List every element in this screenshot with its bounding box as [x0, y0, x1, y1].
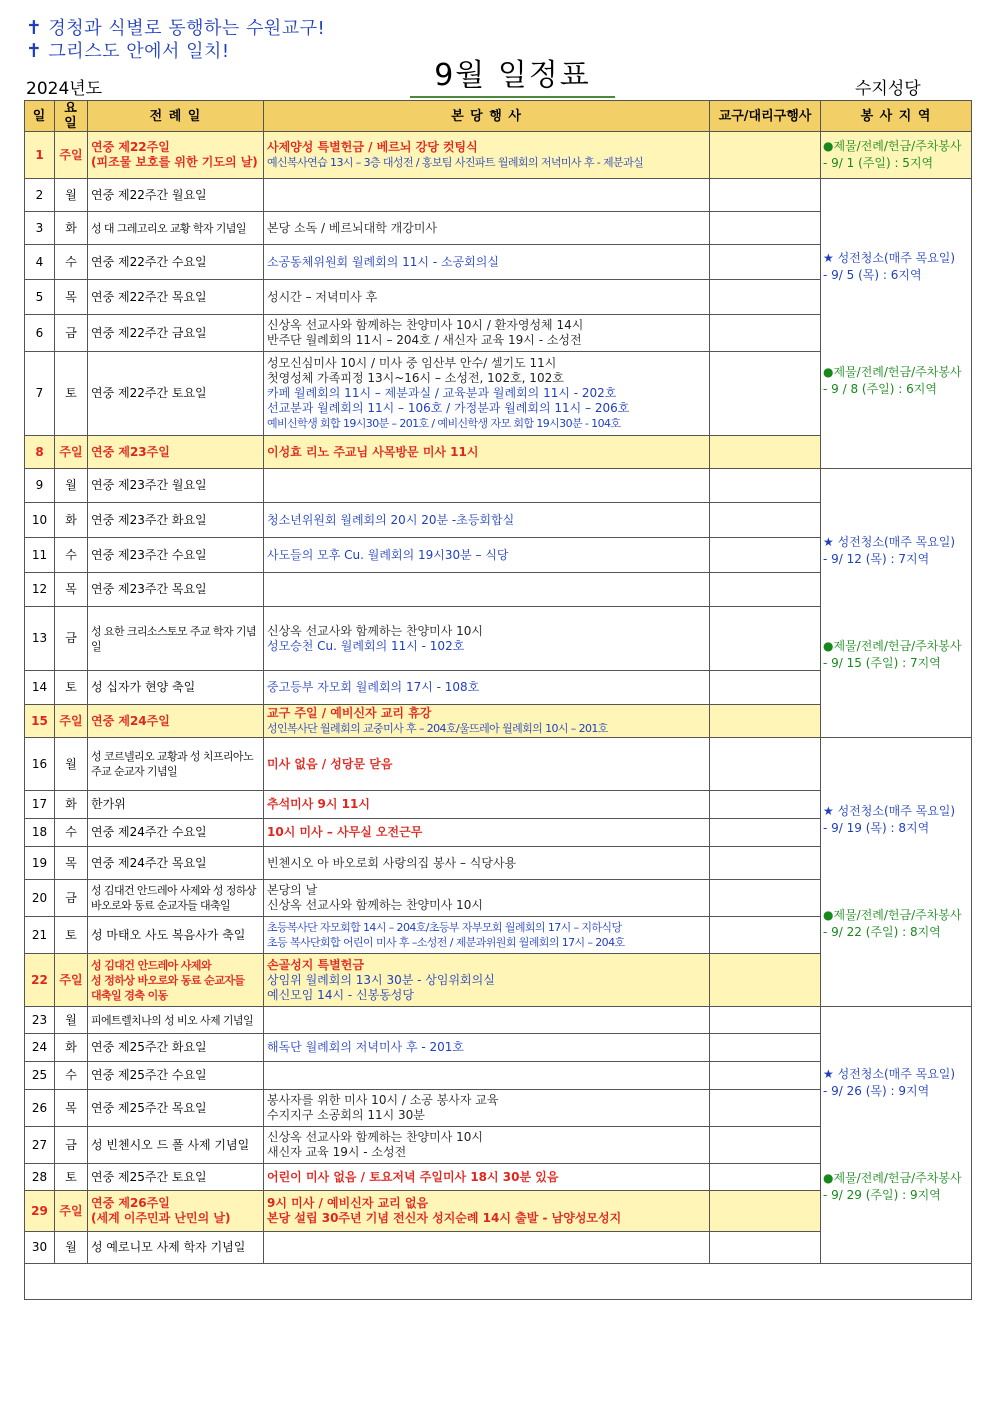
- event-text: 성모승천 Cu. 월례회의 11시 - 102호: [267, 638, 465, 653]
- liturgy-cell: [88, 280, 264, 315]
- offering-duty-label: ●제물/전례/헌금/주차봉사: [823, 908, 962, 922]
- event-text: 신상옥 선교사와 함께하는 찬양미사 10시: [267, 898, 484, 912]
- event-text: 봉사자를 위한 미사 10시 / 소공 봉사자 교육: [267, 1093, 499, 1107]
- liturgy-cell: [88, 436, 264, 469]
- liturgy-cell: [88, 179, 264, 212]
- spacer: [823, 1100, 968, 1170]
- liturgy-text: 연중 제24주간 목요일: [91, 855, 207, 870]
- empty-cell: [25, 1264, 972, 1300]
- diocese-cell: [710, 671, 821, 705]
- day-number: 2: [25, 179, 55, 212]
- liturgy-text: 성 김대건 안드레아 사제와 성 정하상: [91, 884, 256, 897]
- event-text: 성모신심미사 10시 / 미사 중 임산부 안수/ 셀기도 11시: [267, 356, 557, 370]
- cross-icon: ✝: [26, 17, 43, 39]
- event-text: 어린이 미사 없음 / 토요저녁 주일미사 18시 30분 있음: [267, 1169, 559, 1184]
- volunteer-area-cell: [821, 132, 972, 179]
- events-cell: [264, 212, 710, 245]
- events-cell: [264, 245, 710, 280]
- liturgy-cell: [88, 538, 264, 573]
- schedule-table: [24, 100, 972, 1300]
- weekday: 토: [55, 917, 88, 954]
- liturgy-text: 성 마태오 사도 복음사가 축일: [91, 927, 246, 942]
- weekday: 월: [55, 1232, 88, 1264]
- liturgy-cell: [88, 607, 264, 671]
- events-cell: [264, 315, 710, 352]
- table-row: [25, 738, 972, 791]
- events-cell: [264, 538, 710, 573]
- weekday: 주일: [55, 954, 88, 1007]
- offering-duty-label: ●제물/전례/헌금/주차봉사: [823, 364, 962, 379]
- liturgy-cell: [88, 573, 264, 607]
- liturgy-cell: [88, 1090, 264, 1127]
- liturgy-text: 한가위: [91, 797, 126, 811]
- day-number: 25: [25, 1062, 55, 1090]
- event-text: 이성효 리노 주교님 사목방문 미사 11시: [267, 444, 479, 459]
- day-number: 4: [25, 245, 55, 280]
- liturgy-text: 성 십자가 현양 축일: [91, 680, 196, 694]
- liturgy-text: 성 코르넬리오 교황과 성 치프리아노: [91, 750, 253, 763]
- day-number: 21: [25, 917, 55, 954]
- liturgy-cell: [88, 352, 264, 436]
- liturgy-cell: [88, 671, 264, 705]
- diocese-cell: [710, 880, 821, 917]
- empty-row: [25, 1264, 972, 1300]
- diocese-cell: [710, 1007, 821, 1034]
- day-number: 15: [25, 705, 55, 738]
- diocese-cell: [710, 1034, 821, 1062]
- events-cell: [264, 671, 710, 705]
- events-cell: [264, 1191, 710, 1232]
- cleaning-duty-label: ★ 성전청소(매주 목요일): [823, 250, 956, 265]
- diocese-cell: [710, 1164, 821, 1191]
- events-cell: [264, 607, 710, 671]
- day-number: 27: [25, 1127, 55, 1164]
- day-number: 26: [25, 1090, 55, 1127]
- header-day: 일: [25, 101, 55, 132]
- day-number: 18: [25, 819, 55, 847]
- offering-duty-label: ●제물/전례/헌금/주차봉사: [823, 1171, 962, 1185]
- diocese-cell: [710, 1127, 821, 1164]
- event-text: 반주단 월례회의 11시 – 204호 / 새신자 교육 19시 - 소성전: [267, 333, 582, 347]
- weekday: 화: [55, 503, 88, 538]
- liturgy-text: 주교 순교자 기념일: [91, 765, 178, 778]
- weekday: 주일: [55, 1191, 88, 1232]
- page-title: 9월 일정표: [410, 56, 615, 98]
- weekday: 목: [55, 573, 88, 607]
- event-text: 추석미사 9시 11시: [267, 797, 370, 811]
- cross-icon: ✝: [26, 40, 43, 62]
- liturgy-text: 연중 제23주간 목요일: [91, 582, 207, 596]
- day-number: 14: [25, 671, 55, 705]
- diocese-cell: [710, 352, 821, 436]
- weekday: 토: [55, 1164, 88, 1191]
- liturgy-text: (세계 이주민과 난민의 날): [91, 1211, 231, 1225]
- header-liturgy: 전 례 일: [88, 101, 264, 132]
- liturgy-text: 연중 제23주일: [91, 444, 170, 459]
- events-cell: [264, 1034, 710, 1062]
- liturgy-text: 성 대 그레고리오 교황 학자 기념일: [91, 221, 246, 235]
- day-number: 16: [25, 738, 55, 791]
- weekday: 수: [55, 1062, 88, 1090]
- volunteer-area-cell: [821, 179, 972, 469]
- diocese-cell: [710, 1090, 821, 1127]
- liturgy-text: 피에트렐치나의 성 비오 사제 기념일: [91, 1013, 253, 1027]
- liturgy-text: 연중 제22주일: [91, 140, 170, 154]
- event-text: 9시 미사 / 예비신자 교리 없음: [267, 1196, 429, 1210]
- diocese-cell: [710, 245, 821, 280]
- volunteer-area-cell: [821, 738, 972, 1007]
- events-cell: [264, 1127, 710, 1164]
- day-number: 3: [25, 212, 55, 245]
- liturgy-text: 연중 제26주일: [91, 1196, 170, 1210]
- events-cell: [264, 436, 710, 469]
- liturgy-cell: [88, 954, 264, 1007]
- weekday: 목: [55, 847, 88, 880]
- liturgy-cell: [88, 245, 264, 280]
- event-text: 빈첸시오 아 바오로회 사랑의집 봉사 – 식당사용: [267, 855, 517, 870]
- events-cell: [264, 705, 710, 738]
- liturgy-text: 연중 제23주간 월요일: [91, 478, 207, 492]
- event-text: 예신모임 14시 - 신봉동성당: [267, 987, 414, 1002]
- offering-duty-date: - 9/ 15 (주일) : 7지역: [823, 656, 941, 670]
- diocese-cell: [710, 503, 821, 538]
- event-text: 예신복사연습 13시 – 3층 대성전 / 홍보팀 사진파트 월례회의 저녁미사 후 - 제분과실: [267, 156, 644, 169]
- liturgy-cell: [88, 1127, 264, 1164]
- event-text: 초등복사단 자모회합 14시 – 204호/초등부 자부모회 월례회의 17시 – 지하식당: [267, 921, 622, 934]
- day-number: 13: [25, 607, 55, 671]
- liturgy-cell: [88, 1191, 264, 1232]
- weekday: 수: [55, 245, 88, 280]
- diocese-cell: [710, 705, 821, 738]
- diocese-cell: [710, 738, 821, 791]
- liturgy-text: 연중 제25주간 수요일: [91, 1068, 207, 1082]
- diocese-cell: [710, 819, 821, 847]
- day-number: 28: [25, 1164, 55, 1191]
- offering-duty-label: ●제물/전례/헌금/주차봉사: [823, 139, 962, 153]
- events-cell: [264, 469, 710, 503]
- weekday: 월: [55, 738, 88, 791]
- diocese-cell: [710, 469, 821, 503]
- diocese-cell: [710, 1062, 821, 1090]
- events-cell: [264, 1062, 710, 1090]
- liturgy-cell: [88, 132, 264, 179]
- liturgy-cell: [88, 315, 264, 352]
- spacer: [823, 837, 968, 907]
- day-number: 20: [25, 880, 55, 917]
- day-number: 12: [25, 573, 55, 607]
- table-row: [25, 1007, 972, 1034]
- events-cell: [264, 1232, 710, 1264]
- events-cell: [264, 847, 710, 880]
- liturgy-text: 연중 제25주간 화요일: [91, 1040, 207, 1054]
- weekday: 월: [55, 179, 88, 212]
- events-cell: [264, 352, 710, 436]
- diocese-cell: [710, 917, 821, 954]
- diocese-cell: [710, 1232, 821, 1264]
- cleaning-duty-label: ★ 성전청소(매주 목요일): [823, 535, 956, 549]
- cleaning-duty-label: ★ 성전청소(매주 목요일): [823, 1067, 956, 1081]
- event-text: 해독단 월례회의 저녁미사 후 - 201호: [267, 1040, 465, 1054]
- cleaning-duty-label: ★ 성전청소(매주 목요일): [823, 804, 956, 818]
- header-volunteer: 봉 사 지 역: [821, 101, 972, 132]
- event-text: 신상옥 선교사와 함께하는 찬양미사 10시 / 환자영성체 14시: [267, 318, 584, 332]
- cleaning-duty-date: - 9/ 5 (목) : 6지역: [823, 267, 922, 282]
- event-text: 사도들의 모후 Cu. 월례회의 19시30분 – 식당: [267, 547, 509, 562]
- weekday: 수: [55, 819, 88, 847]
- liturgy-text: 연중 제25주간 토요일: [91, 1169, 207, 1184]
- spacer: [823, 284, 968, 364]
- weekday: 토: [55, 671, 88, 705]
- events-cell: [264, 954, 710, 1007]
- events-cell: [264, 1090, 710, 1127]
- weekday: 수: [55, 538, 88, 573]
- cleaning-duty-date: - 9/ 19 (목) : 8지역: [823, 821, 930, 835]
- event-text: 10시 미사 – 사무실 오전근무: [267, 825, 423, 839]
- event-text: 성시간 – 저녁미사 후: [267, 289, 378, 304]
- liturgy-text: 바오로와 동료 순교자들 대축일: [91, 899, 231, 912]
- weekday: 금: [55, 1127, 88, 1164]
- liturgy-cell: [88, 917, 264, 954]
- event-text: 첫영성체 가족피정 13시~16시 – 소성전, 102호, 102호: [267, 371, 564, 385]
- diocese-cell: [710, 607, 821, 671]
- header-row: [25, 101, 972, 132]
- liturgy-text: 연중 제24주간 수요일: [91, 825, 207, 839]
- event-text: 소공동체위원회 월례회의 11시 - 소공회의실: [267, 254, 499, 269]
- weekday: 금: [55, 607, 88, 671]
- day-number: 6: [25, 315, 55, 352]
- event-text: 상임위 월례회의 13시 30분 - 상임위회의실: [267, 972, 495, 987]
- day-number: 30: [25, 1232, 55, 1264]
- weekday: 월: [55, 1007, 88, 1034]
- diocese-cell: [710, 538, 821, 573]
- events-cell: [264, 132, 710, 179]
- event-text: 사제양성 특별헌금 / 베르뇌 강당 컷팅식: [267, 140, 478, 154]
- liturgy-cell: [88, 212, 264, 245]
- events-cell: [264, 280, 710, 315]
- weekday: 주일: [55, 132, 88, 179]
- liturgy-text: 연중 제22주간 월요일: [91, 187, 207, 202]
- events-cell: [264, 917, 710, 954]
- event-text: 성인복사단 월례회의 교중미사 후 – 204호/울뜨레아 월례회의 10시 – 201호: [267, 722, 608, 735]
- events-cell: [264, 880, 710, 917]
- liturgy-cell: [88, 738, 264, 791]
- liturgy-text: 연중 제24주일: [91, 713, 170, 728]
- weekday: 토: [55, 352, 88, 436]
- liturgy-cell: [88, 469, 264, 503]
- liturgy-cell: [88, 1164, 264, 1191]
- weekday: 금: [55, 880, 88, 917]
- header-events: 본 당 행 사: [264, 101, 710, 132]
- event-text: 미사 없음 / 성당문 닫음: [267, 756, 393, 771]
- event-text: 예비신학생 회합 19시30분 – 201호 / 예비신학생 자모 회합 19시30분 - 104호: [267, 417, 621, 430]
- diocese-cell: [710, 1191, 821, 1232]
- day-number: 17: [25, 791, 55, 819]
- event-text: 카페 월례회의 11시 – 제분과실 / 교육분과 월례회의 11시 - 202호: [267, 386, 617, 400]
- diocese-cell: [710, 212, 821, 245]
- table-row: [25, 179, 972, 212]
- liturgy-text: 연중 제22주간 수요일: [91, 254, 207, 269]
- weekday: 화: [55, 791, 88, 819]
- liturgy-text: 연중 제23주간 수요일: [91, 547, 207, 562]
- liturgy-text: 성 김대건 안드레아 사제와: [91, 958, 211, 972]
- liturgy-cell: [88, 880, 264, 917]
- liturgy-text: 연중 제22주간 토요일: [91, 386, 207, 400]
- offering-duty-date: - 9/ 29 (주일) : 9지역: [823, 1188, 941, 1202]
- liturgy-text: (피조물 보호를 위한 기도의 날): [91, 155, 258, 169]
- liturgy-cell: [88, 503, 264, 538]
- table-row: [25, 132, 972, 179]
- day-number: 7: [25, 352, 55, 436]
- weekday: 화: [55, 212, 88, 245]
- volunteer-area-cell: [821, 469, 972, 738]
- weekday: 주일: [55, 705, 88, 738]
- day-number: 9: [25, 469, 55, 503]
- diocese-cell: [710, 573, 821, 607]
- header-diocese: 교구/대리구행사: [710, 101, 821, 132]
- day-number: 5: [25, 280, 55, 315]
- cleaning-duty-date: - 9/ 12 (목) : 7지역: [823, 552, 930, 566]
- liturgy-text: 성 정하상 바오로와 동료 순교자들: [91, 973, 245, 987]
- liturgy-text: 연중 제22주간 금요일: [91, 325, 207, 340]
- liturgy-cell: [88, 1062, 264, 1090]
- event-text: 본당의 날: [267, 883, 318, 897]
- liturgy-cell: [88, 847, 264, 880]
- spacer: [823, 568, 968, 638]
- event-text: 초등 복사단회합 어린이 미사 후 –소성전 / 제분과위원회 월례회의 17시 – 204호: [267, 936, 625, 949]
- table-row: [25, 469, 972, 503]
- offering-duty-date: - 9/ 1 (주일) : 5지역: [823, 156, 934, 170]
- events-cell: [264, 738, 710, 791]
- day-number: 29: [25, 1191, 55, 1232]
- weekday: 화: [55, 1034, 88, 1062]
- volunteer-area-cell: [821, 1007, 972, 1264]
- liturgy-text: 연중 제22주간 목요일: [91, 289, 207, 304]
- liturgy-cell: [88, 1007, 264, 1034]
- offering-duty-date: - 9 / 8 (주일) : 6지역: [823, 381, 937, 396]
- liturgy-text: 성 예로니모 사제 학자 기념일: [91, 1240, 246, 1254]
- offering-duty-label: ●제물/전례/헌금/주차봉사: [823, 639, 962, 653]
- events-cell: [264, 791, 710, 819]
- cleaning-duty-date: - 9/ 26 (목) : 9지역: [823, 1084, 930, 1098]
- liturgy-text: 성 빈첸시오 드 폴 사제 기념일: [91, 1137, 250, 1152]
- event-text: 수지지구 소공회의 11시 30분: [267, 1108, 425, 1122]
- header-weekday: 요일: [55, 101, 88, 132]
- event-text: 중고등부 자모회 월례회의 17시 - 108호: [267, 680, 480, 694]
- event-text: 본당 설립 30주년 기념 전신자 성지순례 14시 출발 - 남양성모성지: [267, 1211, 622, 1225]
- event-text: 선교분과 월례회의 11시 – 106호 / 가정분과 월례회의 11시 – 206호: [267, 401, 630, 415]
- liturgy-text: 대축일 경축 이동: [91, 988, 168, 1002]
- weekday: 월: [55, 469, 88, 503]
- diocese-cell: [710, 315, 821, 352]
- event-text: 새신자 교육 19시 - 소성전: [267, 1145, 407, 1159]
- diocese-cell: [710, 847, 821, 880]
- events-cell: [264, 1164, 710, 1191]
- day-number: 19: [25, 847, 55, 880]
- liturgy-cell: [88, 791, 264, 819]
- weekday: 주일: [55, 436, 88, 469]
- motto-line-2: ✝ 그리스도 안에서 일치!: [26, 40, 230, 62]
- diocese-cell: [710, 954, 821, 1007]
- events-cell: [264, 819, 710, 847]
- liturgy-text: 연중 제25주간 목요일: [91, 1100, 207, 1115]
- event-text: 신상옥 선교사와 함께하는 찬양미사 10시: [267, 623, 484, 638]
- events-cell: [264, 1007, 710, 1034]
- liturgy-cell: [88, 705, 264, 738]
- weekday: 금: [55, 315, 88, 352]
- liturgy-cell: [88, 1034, 264, 1062]
- liturgy-text: 연중 제23주간 화요일: [91, 512, 207, 527]
- event-text: 본당 소독 / 베르뇌대학 개강미사: [267, 220, 437, 235]
- diocese-cell: [710, 179, 821, 212]
- events-cell: [264, 179, 710, 212]
- weekday: 목: [55, 280, 88, 315]
- diocese-cell: [710, 280, 821, 315]
- parish-name: 수지성당: [855, 79, 921, 99]
- diocese-cell: [710, 132, 821, 179]
- offering-duty-date: - 9/ 22 (주일) : 8지역: [823, 925, 941, 939]
- liturgy-cell: [88, 819, 264, 847]
- day-number: 8: [25, 436, 55, 469]
- liturgy-cell: [88, 1232, 264, 1264]
- day-number: 1: [25, 132, 55, 179]
- liturgy-text: 성 요한 크리소스토모 주교 학자 기념일: [91, 624, 256, 653]
- motto-line-1: ✝ 경청과 식별로 동행하는 수원교구!: [26, 17, 326, 39]
- weekday: 목: [55, 1090, 88, 1127]
- day-number: 11: [25, 538, 55, 573]
- diocese-cell: [710, 791, 821, 819]
- day-number: 10: [25, 503, 55, 538]
- event-text: 교구 주일 / 예비신자 교리 휴강: [267, 706, 432, 720]
- event-text: 손골성지 특별헌금: [267, 957, 364, 972]
- day-number: 23: [25, 1007, 55, 1034]
- diocese-cell: [710, 436, 821, 469]
- day-number: 22: [25, 954, 55, 1007]
- events-cell: [264, 573, 710, 607]
- year-label: 2024년도: [26, 79, 103, 99]
- events-cell: [264, 503, 710, 538]
- day-number: 24: [25, 1034, 55, 1062]
- event-text: 청소년위원회 월례회의 20시 20분 -초등회합실: [267, 512, 515, 527]
- event-text: 신상옥 선교사와 함께하는 찬양미사 10시: [267, 1130, 484, 1144]
